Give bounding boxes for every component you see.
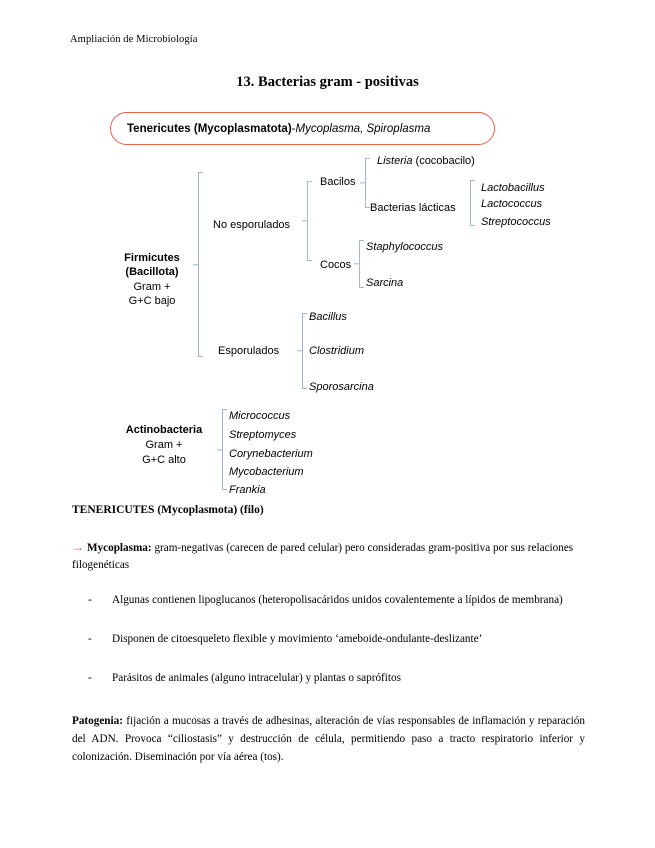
section-heading: TENERICUTES (Mycoplasmota) (filo) [72,504,264,516]
node-staphylococcus: Staphylococcus [366,241,444,253]
page-title: 13. Bacterias gram - positivas [236,74,419,90]
tenericutes-bold-label: Tenericutes (Mycoplasmatota) [127,122,292,135]
firmicutes-bracket [194,172,204,357]
bullet-marker: - [88,632,92,645]
no-esporulados-bracket [303,181,313,261]
node-streptomyces: Streptomyces [229,429,297,441]
tenericutes-separator: - [291,122,296,135]
node-esporulados: Esporulados [218,345,280,357]
cocos-bracket [355,240,365,288]
bacilos-bracket [361,158,371,208]
node-listeria [377,155,475,169]
actinobacteria-label-line1: Actinobacteria [125,424,203,436]
mycoplasma-term: Mycoplasma: [87,542,152,554]
listeria-genus: Listeria [377,155,413,167]
tenericutes-italic-label: Mycoplasma, Spiroplasma [295,122,431,135]
patogenia-description: fijación a mucosas a través de adhesinas, alteración de vías responsables de inflamación y reparación del ADN. Provoca “ciliostasis” y destrucción de célula, permitiendo paso a tracto respiratorio inferior y colonización. Diseminación por vía aérea (tos). [72,715,585,764]
esporulados-bracket [298,313,308,389]
mycoplasma-description: gram-negativas (carecen de pared celular) pero consideradas gram-positiva por sus relaciones filogenéticas [72,542,574,572]
lacticas-bracket [466,180,476,226]
node-lactococcus: Lactococcus [481,198,543,210]
list-item-text: Disponen de citoesqueleto flexible y movimiento ‘ameboide-ondulante-deslizante’ [112,632,483,645]
bullet-marker: - [88,594,92,606]
node-frankia: Frankia [229,484,266,496]
firmicutes-label-line2: (Bacillota) [125,266,179,278]
tenericutes-highlight-box [110,112,495,145]
list-item [78,592,586,609]
right-arrow-icon: → [72,540,84,554]
node-mycobacterium: Mycobacterium [229,466,304,478]
actinobacteria-bracket [218,409,228,490]
bullet-marker: - [88,671,92,684]
node-no-esporulados: No esporulados [213,219,291,231]
firmicutes-label-line1: Firmicutes [124,252,180,264]
list-item-text: Algunas contienen lipoglucanos (heteropolisacáridos unidos covalentemente a lípidos de membrana) [112,594,563,606]
node-bacilos: Bacilos [320,176,356,188]
node-bacterias-lacticas: Bacterias lácticas [370,202,456,214]
node-cocos: Cocos [320,259,352,271]
list-item [78,670,586,687]
listeria-note: (cocobacilo) [412,155,475,167]
patogenia-paragraph [72,712,585,766]
patogenia-term: Patogenia: [72,715,123,727]
node-sarcina: Sarcina [366,277,404,289]
course-header: Ampliación de Microbiología [70,34,198,45]
actinobacteria-label-line3: G+C alto [142,454,186,466]
node-streptococcus: Streptococcus [481,216,551,228]
list-item [78,631,586,648]
node-lactobacillus: Lactobacillus [481,182,545,194]
node-micrococcus: Micrococcus [229,410,291,422]
node-clostridium: Clostridium [309,345,365,357]
feature-list [78,592,586,708]
node-sporosarcina: Sporosarcina [309,381,374,393]
node-bacillus: Bacillus [309,311,347,323]
mycoplasma-paragraph [72,538,585,575]
list-item-text: Parásitos de animales (alguno intracelular) y plantas o saprófitos [112,671,401,684]
firmicutes-label-line4: G+C bajo [128,295,176,307]
node-corynebacterium: Corynebacterium [229,448,313,460]
actinobacteria-label-line2: Gram + [145,439,183,451]
firmicutes-label-line3: Gram + [133,281,171,293]
